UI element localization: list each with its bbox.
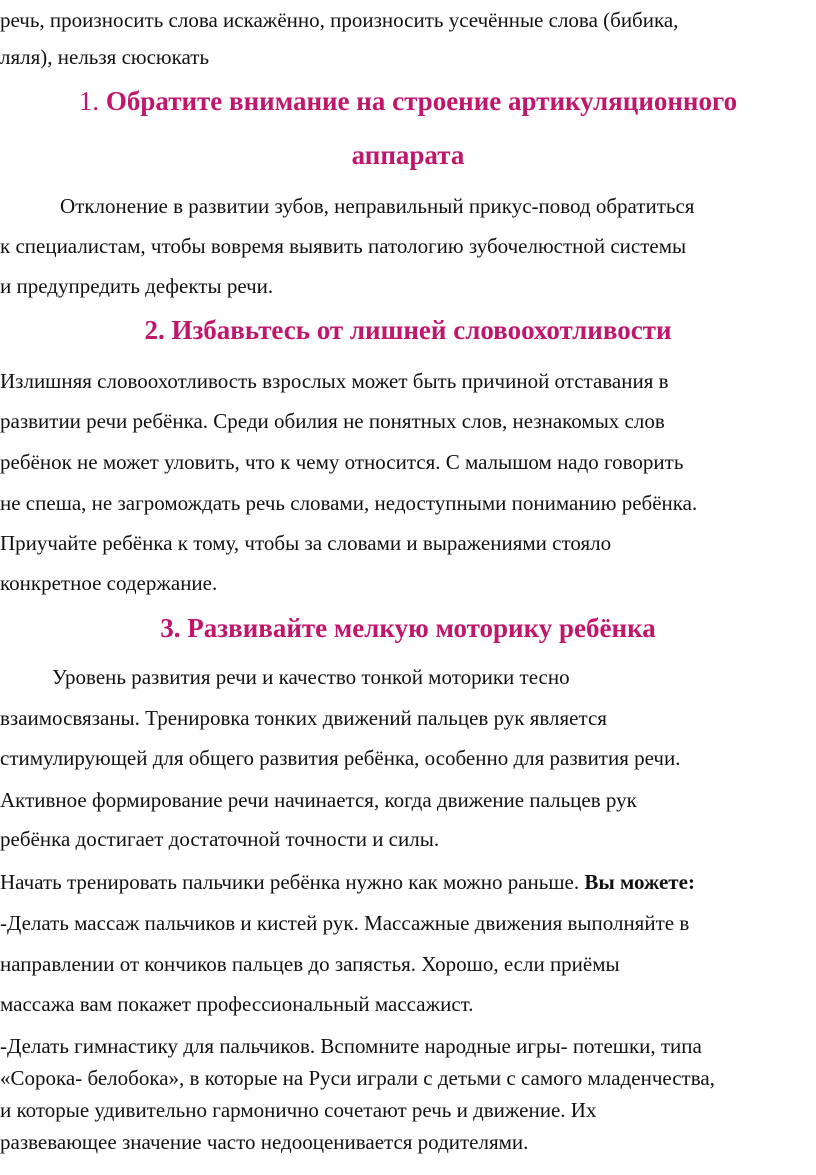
section-3-line-2: взаимосвязаны. Тренировка тонких движений пальцев рук является (0, 706, 607, 730)
intro-line-1: речь, произносить слова искажённо, произносить усечённые слова (бибика, (0, 8, 679, 32)
item-1-line-3: массажа вам покажет профессиональный массажист. (0, 992, 474, 1016)
section-2-line-1: Излишняя словоохотливость взрослых может быть причиной отставания в (0, 369, 669, 393)
section-2-line-5: Приучайте ребёнка к тому, чтобы за словами и выражениями стояло (0, 531, 612, 555)
section-3-line-4: Активное формирование речи начинается, когда движение пальцев рук (0, 788, 637, 812)
section-2-line-4: не спеша, не загромождать речь словами, недоступными пониманию ребёнка. (0, 491, 698, 515)
section-3-heading: 3. Развивайте мелкую моторику ребёнка (160, 613, 656, 643)
section-3-line-3: стимулирующей для общего развития ребёнка, особенно для развития речи. (0, 746, 681, 770)
item-2-line-3: и которые удивительно гармонично сочетают речь и движение. Их (0, 1098, 597, 1122)
section-3-line-5: ребёнка достигает достаточной точности и силы. (0, 827, 440, 851)
section-2-line-2: развитии речи ребёнка. Среди обилия не понятных слов, незнакомых слов (0, 409, 665, 433)
section-2-line-6: конкретное содержание. (0, 571, 218, 595)
item-2-line-2: «Сорока- белобока», в которые на Руси играли с детьми с самого младенчества, (0, 1066, 715, 1090)
item-1-line-2: направлении от кончиков пальцев до запястья. Хорошо, если приёмы (0, 952, 620, 976)
section-1-line-1: Отклонение в развитии зубов, неправильный прикус-повод обратиться (60, 194, 695, 218)
section-3-start-line (0, 869, 695, 895)
section-3-line-1: Уровень развития речи и качество тонкой моторики тесно (52, 665, 570, 689)
intro-line-2: ляля), нельзя сюсюкать (0, 45, 210, 69)
section-1-line-2: к специалистам, чтобы вовремя выявить патологию зубочелюстной системы (0, 234, 687, 258)
section-1-number: 1. (78, 86, 100, 116)
section-2-line-3: ребёнок не может уловить, что к чему относится. С малышом надо говорить (0, 450, 684, 474)
section-1-title-part-2: аппарата (351, 140, 465, 170)
item-1-line-1: -Делать массаж пальчиков и кистей рук. Массажные движения выполняйте в (0, 911, 690, 935)
section-1-heading (0, 84, 816, 118)
start-line-text: Начать тренировать пальчики ребёнка нужно как можно раньше. (0, 870, 580, 894)
section-2-heading: 2. Избавьтесь от лишней словоохотливости (144, 315, 672, 345)
you-can-label: Вы можете: (584, 870, 695, 894)
section-1-title-part-1: Обратите внимание на строение артикуляционного (105, 86, 738, 116)
section-1-line-3: и предупредить дефекты речи. (0, 274, 274, 298)
item-2-line-1: -Делать гимнастику для пальчиков. Вспомните народные игры- потешки, типа (0, 1034, 702, 1058)
item-2-line-4: развевающее значение часто недооценивается родителями. (0, 1130, 529, 1154)
